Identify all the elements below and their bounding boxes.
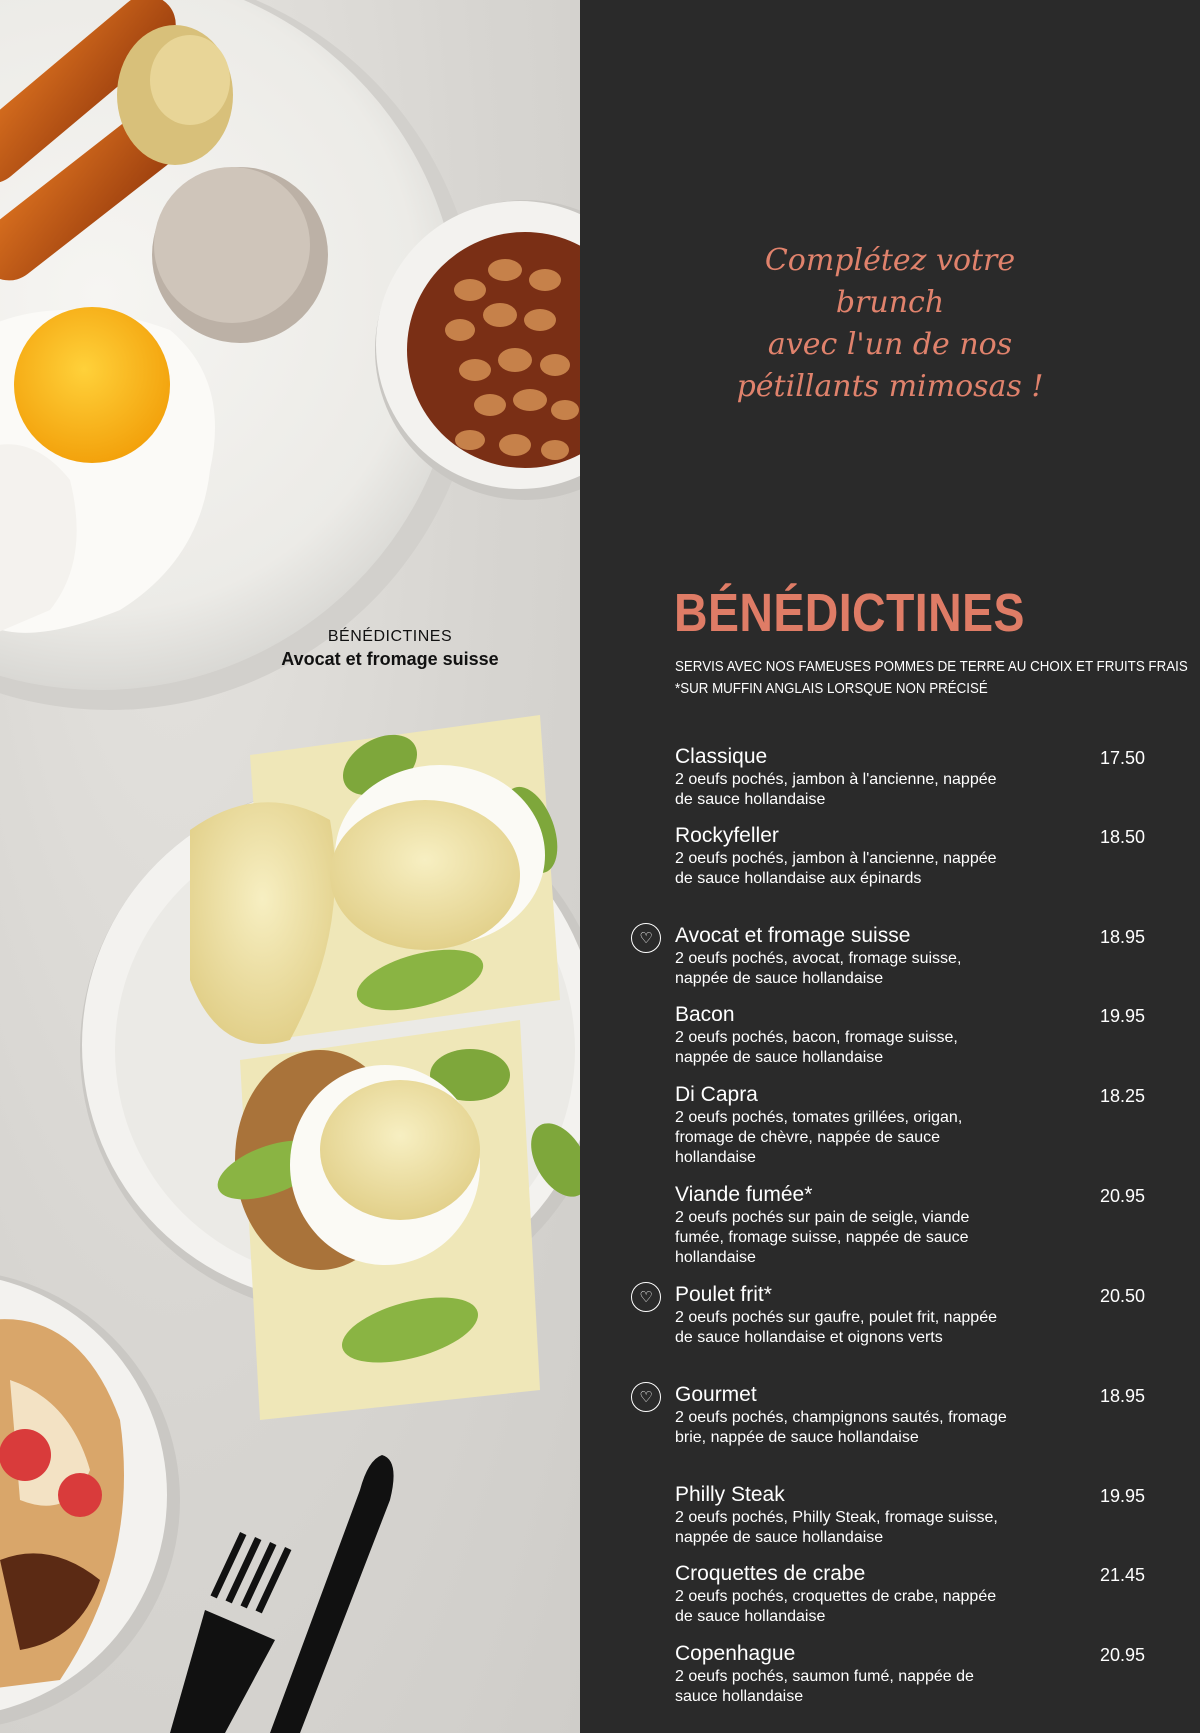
menu-item (639, 1382, 1145, 1482)
item-name: Croquettes de crabe (675, 1562, 866, 1585)
promo-line: pétillants mimosas ! (736, 369, 1044, 404)
item-name: Avocat et fromage suisse (675, 924, 911, 947)
menu-item (675, 1641, 1145, 1720)
item-description: 2 oeufs pochés sur gaufre, poulet frit, nappée de sauce hollandaise et oignons verts (675, 1309, 997, 1346)
photo-caption (240, 628, 540, 670)
promo-line: Complétez votre brunch (764, 243, 1016, 320)
item-description: 2 oeufs pochés, croquettes de crabe, nappée de sauce hollandaise (675, 1588, 997, 1625)
subtitle-line: *SUR MUFFIN ANGLAIS LORSQUE NON PRÉCISÉ (675, 681, 988, 697)
promo-line: avec l'un de nos (767, 327, 1013, 362)
item-price: 18.95 (1099, 927, 1145, 947)
caption-subtitle: Avocat et fromage suisse (281, 649, 499, 669)
item-description: 2 oeufs pochés sur pain de seigle, viande fumée, fromage suisse, nappée de sauce hollandaise (675, 1209, 970, 1266)
item-price: 18.95 (1099, 1386, 1145, 1406)
menu-items (639, 744, 1145, 1720)
menu-item (675, 1002, 1145, 1082)
menu-item (639, 1282, 1145, 1382)
item-price: 21.45 (1099, 1565, 1145, 1585)
subtitle-line: SERVIS AVEC NOS FAMEUSES POMMES DE TERRE AU CHOIX ET FRUITS FRAIS (675, 659, 1188, 675)
item-price: 20.95 (1099, 1645, 1145, 1665)
item-description: 2 oeufs pochés, bacon, fromage suisse, nappée de sauce hollandaise (675, 1029, 958, 1066)
item-name: Bacon (675, 1003, 735, 1026)
menu-item (639, 923, 1145, 1002)
item-description: 2 oeufs pochés, saumon fumé, nappée de sauce hollandaise (675, 1668, 974, 1705)
cutlery (170, 1455, 394, 1733)
item-description: 2 oeufs pochés, avocat, fromage suisse, nappée de sauce hollandaise (675, 950, 962, 987)
item-price: 20.95 (1099, 1186, 1145, 1206)
heart-icon: ♡ (631, 1282, 661, 1312)
menu-item (675, 823, 1145, 923)
item-description: 2 oeufs pochés, tomates grillées, origan, fromage de chèvre, nappée de sauce hollandaise (675, 1109, 963, 1166)
item-name: Poulet frit* (675, 1283, 772, 1306)
item-price: 19.95 (1099, 1486, 1145, 1506)
item-price: 17.50 (1099, 748, 1145, 768)
menu-item (675, 744, 1145, 823)
crepe-plate (0, 1270, 180, 1730)
item-name: Gourmet (675, 1383, 757, 1406)
item-name: Di Capra (675, 1083, 758, 1106)
menu-item (675, 1082, 1145, 1182)
item-description: 2 oeufs pochés, jambon à l'ancienne, nappée de sauce hollandaise aux épinards (675, 850, 997, 887)
heart-icon: ♡ (631, 1382, 661, 1412)
item-name: Rockyfeller (675, 824, 779, 847)
item-price: 20.50 (1099, 1286, 1145, 1306)
item-description: 2 oeufs pochés, jambon à l'ancienne, nappée de sauce hollandaise (675, 771, 997, 808)
item-name: Philly Steak (675, 1483, 785, 1506)
caption-title: BÉNÉDICTINES (327, 628, 453, 645)
item-name: Viande fumée* (675, 1183, 813, 1206)
menu-item (675, 1482, 1145, 1561)
benedictines-bowl (80, 715, 580, 1420)
item-description: 2 oeufs pochés, champignons sautés, fromage brie, nappée de sauce hollandaise (675, 1409, 1007, 1446)
food-photo (0, 0, 580, 1733)
section-subtitle (675, 656, 1190, 700)
item-price: 18.50 (1099, 827, 1145, 847)
menu-item (675, 1561, 1145, 1641)
item-price: 19.95 (1099, 1006, 1145, 1026)
item-name: Copenhague (675, 1642, 796, 1665)
item-description: 2 oeufs pochés, Philly Steak, fromage suisse, nappée de sauce hollandaise (675, 1509, 998, 1546)
brunch-illustration (0, 0, 580, 1733)
item-name: Classique (675, 745, 768, 768)
section-title: BÉNÉDICTINES (674, 583, 1025, 643)
mimosa-promo (730, 240, 1050, 408)
menu-panel (580, 0, 1200, 1733)
menu-item (675, 1182, 1145, 1282)
heart-icon: ♡ (631, 923, 661, 953)
item-price: 18.25 (1099, 1086, 1145, 1106)
